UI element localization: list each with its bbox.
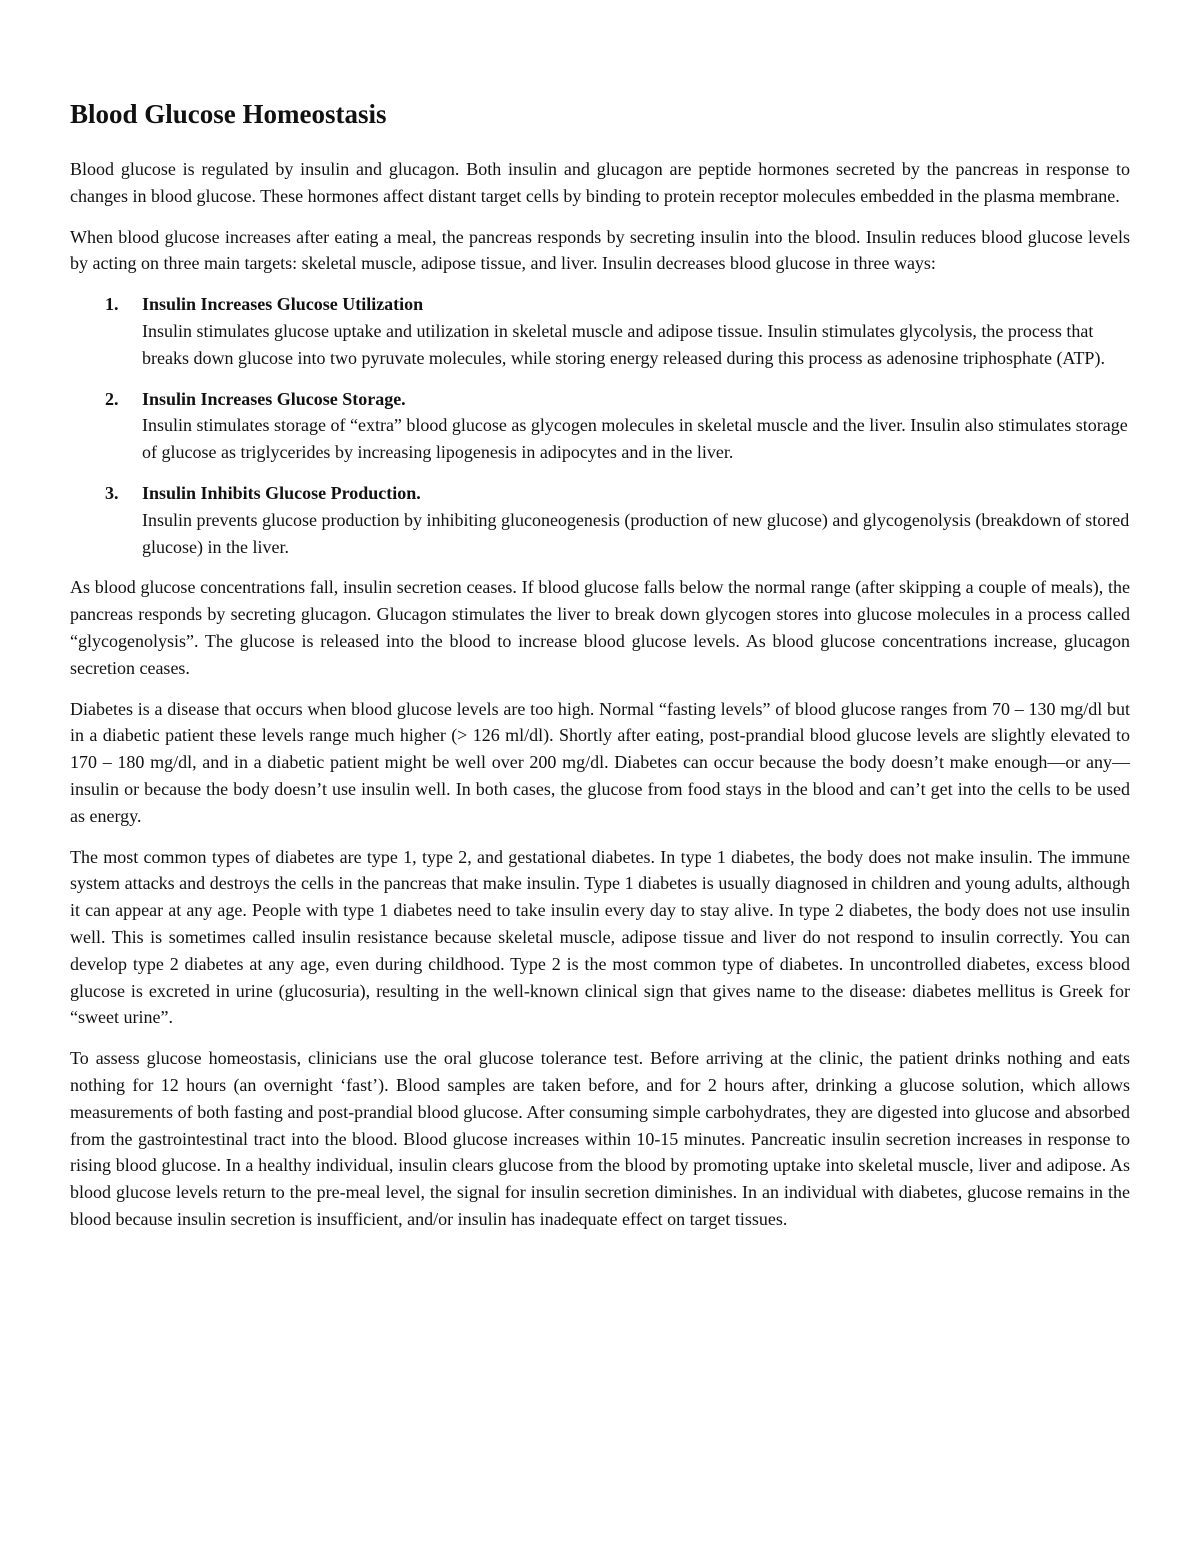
list-item-title: Insulin Inhibits Glucose Production.	[142, 482, 421, 503]
list-item-number: 3.	[105, 482, 119, 503]
paragraph-diabetes-types: The most common types of diabetes are type 1, type 2, and gestational diabetes. In type 1 diabetes, the body does not make insulin. The immune system attacks and destroys the cells in the pancreas that make insulin. Type 1 diabetes is usually diagnosed in children and young adults, although it can appear at any age. People with type 1 diabetes need to take insulin every day to stay alive. In type 2 diabetes, the body does not use insulin well. This is sometimes called insulin resistance because skeletal muscle, adipose tissue and liver do not respond to insulin correctly. You can develop type 2 diabetes at any age, even during childhood. Type 2 is the most common type of diabetes. In uncontrolled diabetes, excess blood glucose is excreted in urine (glucosuria), resulting in the well-known clinical sign that gives name to the disease: diabetes mellitus is Greek for “sweet urine”.	[70, 846, 1130, 1028]
paragraph-glucagon: As blood glucose concentrations fall, insulin secretion ceases. If blood glucose falls below the normal range (after skipping a couple of meals), the pancreas responds by secreting glucagon. Glucagon stimulates the liver to break down glycogen stores into glucose molecules in a process called “glycogenolysis”. The glucose is released into the blood to increase blood glucose levels. As blood glucose concentrations increase, glucagon secretion ceases.	[70, 577, 1130, 678]
list-item-body: Insulin stimulates storage of “extra” blood glucose as glycogen molecules in skeletal muscle and the liver. Insulin also stimulates storage of glucose as triglycerides by increasing lipogenesis in adipocytes and in the liver.	[142, 415, 1128, 463]
paragraph-insulin-response: When blood glucose increases after eating a meal, the pancreas responds by secreting insulin into the blood. Insulin reduces blood glucose levels by acting on three main targets: skeletal muscle, adipose tissue, and liver. Insulin decreases blood glucose in three ways:	[70, 226, 1130, 274]
list-item-title: Insulin Increases Glucose Utilization	[142, 294, 424, 315]
paragraph-intro: Blood glucose is regulated by insulin and glucagon. Both insulin and glucagon are peptide hormones secreted by the pancreas in response to changes in blood glucose. These hormones affect distant target cells by binding to protein receptor molecules embedded in the plasma membrane.	[70, 159, 1130, 206]
paragraph-diabetes-definition: Diabetes is a disease that occurs when blood glucose levels are too high. Normal “fasting levels” of blood glucose ranges from 70 – 130 mg/dl but in a diabetic patient these levels range much higher (> 126 ml/dl). Shortly after eating, post-prandial blood glucose levels are slightly elevated to 170 – 180 mg/dl, and in a diabetic patient might be well over 200 mg/dl. Diabetes can occur because the body doesn’t make enough—or any—insulin or because the body doesn’t use insulin well. In both cases, the glucose from food stays in the blood and can’t get into the cells to be used as energy.	[70, 698, 1130, 826]
list-item-number: 1.	[105, 294, 119, 315]
list-item	[70, 291, 1130, 371]
insulin-actions-list	[70, 291, 1130, 560]
list-item	[70, 480, 1130, 560]
paragraph-glucose-tolerance-test: To assess glucose homeostasis, clinicians use the oral glucose tolerance test. Before arriving at the clinic, the patient drinks nothing and eats nothing for 12 hours (an overnight ‘fast’). Blood samples are taken before, and for 2 hours after, drinking a glucose solution, which allows measurements of both fasting and post-prandial blood glucose. After consuming simple carbohydrates, they are digested into glucose and absorbed from the gastrointestinal tract into the blood. Blood glucose increases within 10-15 minutes. Pancreatic insulin secretion increases in response to rising blood glucose. In a healthy individual, insulin clears glucose from the blood by promoting uptake into skeletal muscle, liver and adipose. As blood glucose levels return to the pre-meal level, the signal for insulin secretion diminishes. In an individual with diabetes, glucose remains in the blood because insulin secretion is insufficient, and/or insulin has inadequate effect on target tissues.	[70, 1048, 1130, 1229]
list-item-title: Insulin Increases Glucose Storage.	[142, 388, 406, 409]
list-item-body: Insulin stimulates glucose uptake and utilization in skeletal muscle and adipose tissue. Insulin stimulates glycolysis, the process that breaks down glucose into two pyruvate molecules, while storing energy released during this process as adenosine triphosphate (ATP).	[142, 320, 1105, 368]
list-item	[70, 386, 1130, 466]
document-page	[70, 96, 1130, 1247]
list-item-body: Insulin prevents glucose production by inhibiting gluconeogenesis (production of new glucose) and glycogenolysis (breakdown of stored glucose) in the liver.	[142, 509, 1130, 557]
list-item-number: 2.	[105, 388, 119, 409]
document-title: Blood Glucose Homeostasis	[70, 99, 387, 129]
